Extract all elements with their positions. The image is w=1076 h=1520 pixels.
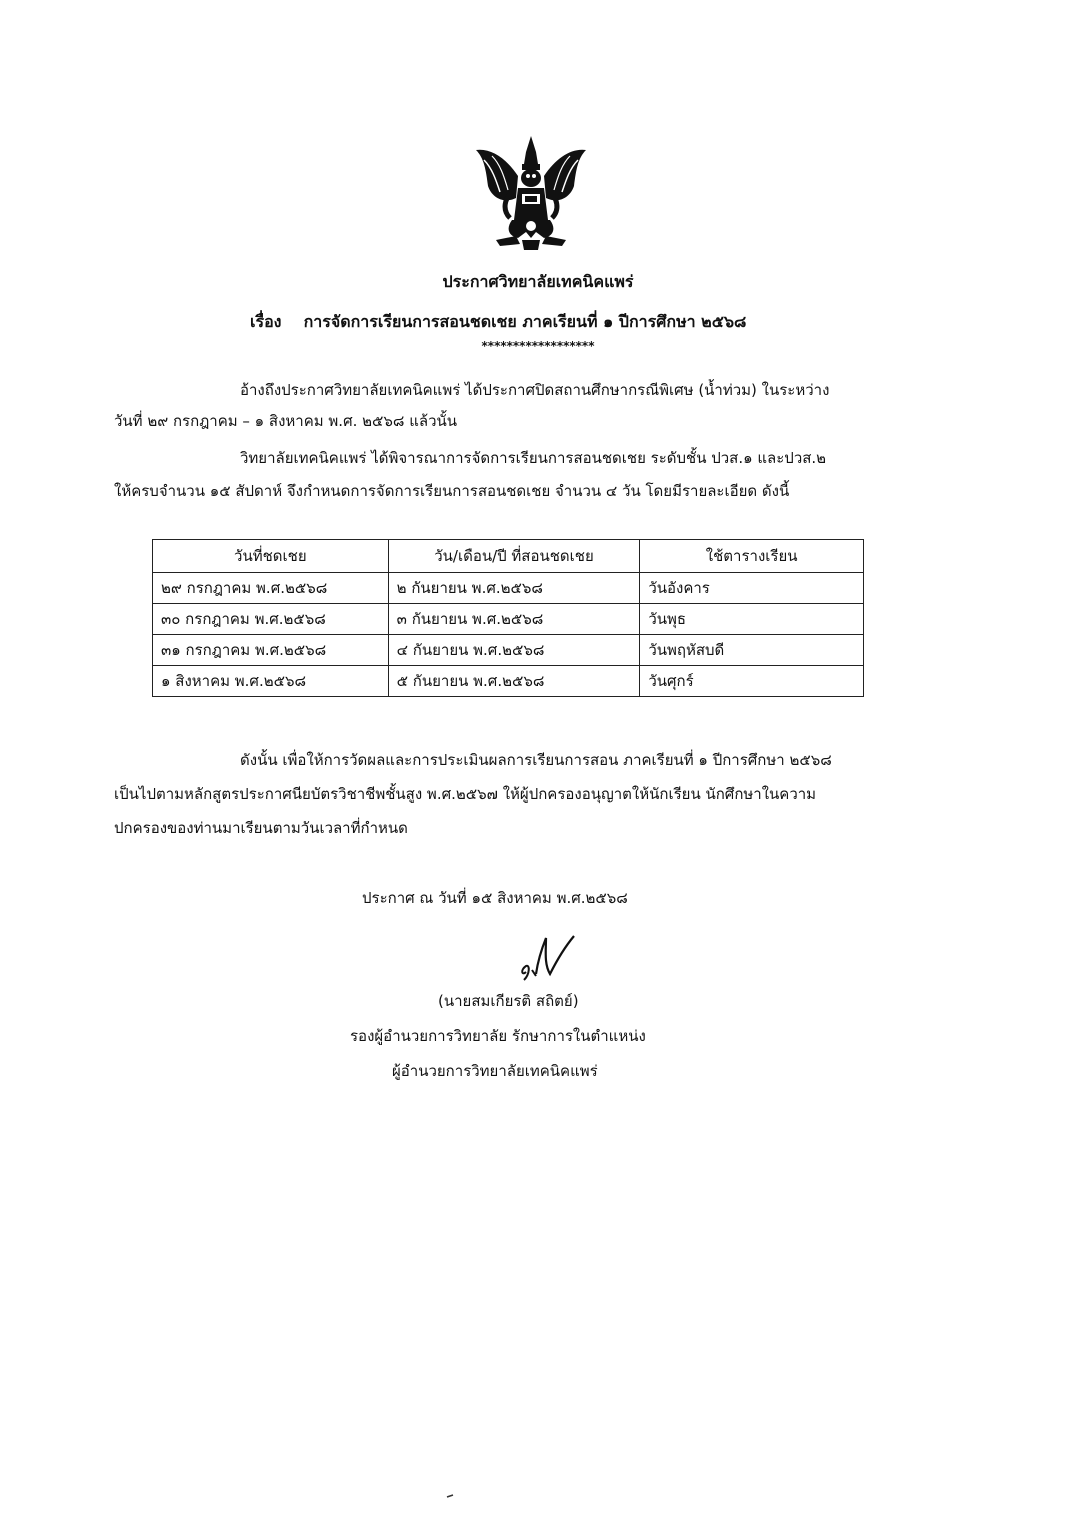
table-cell: ๒ กันยายน พ.ศ.๒๕๖๘ xyxy=(388,573,640,604)
table-cell: ๓๑ กรกฎาคม พ.ศ.๒๕๖๘ xyxy=(153,635,389,666)
table-header: ใช้ตารางเรียน xyxy=(640,540,864,573)
table-cell: วันพุธ xyxy=(640,604,864,635)
paragraph-3-line-3: ปกครองของท่านมาเรียนตามวันเวลาที่กำหนด xyxy=(114,819,408,837)
table-cell: ๕ กันยายน พ.ศ.๒๕๖๘ xyxy=(388,666,640,697)
table-header: วันที่ชดเชย xyxy=(153,540,389,573)
table-cell: ๔ กันยายน พ.ศ.๒๕๖๘ xyxy=(388,635,640,666)
paragraph-1-line-2: วันที่ ๒๙ กรกฎาคม – ๑ สิงหาคม พ.ศ. ๒๕๖๘ แล้วนั้น xyxy=(114,412,458,430)
document-title: ประกาศวิทยาลัยเทคนิคแพร่ xyxy=(442,272,634,291)
table-row xyxy=(153,604,864,635)
separator: ****************** xyxy=(481,339,595,353)
table-cell: ๑ สิงหาคม พ.ศ.๒๕๖๘ xyxy=(153,666,389,697)
table-header: วัน/เดือน/ปี ที่สอนชดเชย xyxy=(388,540,640,573)
signer-position-1: รองผู้อำนวยการวิทยาลัย รักษาการในตำแหน่ง xyxy=(350,1027,646,1045)
scan-speck-icon xyxy=(446,1494,454,1498)
signer-name: (นายสมเกียรติ สถิตย์) xyxy=(438,992,579,1010)
paragraph-3-line-2: เป็นไปตามหลักสูตรประกาศนียบัตรวิชาชีพชั้นสูง พ.ศ.๒๕๖๗ ให้ผู้ปกครองอนุญาตให้นักเรียน นักศึกษาในความ xyxy=(114,785,817,803)
table-cell: วันศุกร์ xyxy=(640,666,864,697)
paragraph-3-line-1: ดังนั้น เพื่อให้การวัดผลและการประเมินผลการเรียนการสอน ภาคเรียนที่ ๑ ปีการศึกษา ๒๕๖๘ xyxy=(240,751,832,769)
table-cell: วันพฤหัสบดี xyxy=(640,635,864,666)
table-cell: ๓ กันยายน พ.ศ.๒๕๖๘ xyxy=(388,604,640,635)
garuda-emblem-icon xyxy=(466,128,596,258)
document-subject xyxy=(250,310,746,335)
announce-date: ประกาศ ณ วันที่ ๑๕ สิงหาคม พ.ศ.๒๕๖๘ xyxy=(362,889,628,907)
table-row xyxy=(153,635,864,666)
handwritten-signature-icon xyxy=(512,930,582,985)
paragraph-2-line-1: วิทยาลัยเทคนิคแพร่ ได้พิจารณาการจัดการเรียนการสอนชดเชย ระดับชั้น ปวส.๑ และปวส.๒ xyxy=(240,449,827,467)
table-cell: ๓๐ กรกฎาคม พ.ศ.๒๕๖๘ xyxy=(153,604,389,635)
paragraph-2-line-2: ให้ครบจำนวน ๑๕ สัปดาห์ จึงกำหนดการจัดการเรียนการสอนชดเชย จำนวน ๔ วัน โดยมีรายละเอียด ดังนี้ xyxy=(114,482,790,500)
table-row xyxy=(153,573,864,604)
subject-label: เรื่อง xyxy=(250,312,282,331)
table-row xyxy=(153,666,864,697)
table-cell: ๒๙ กรกฎาคม พ.ศ.๒๕๖๘ xyxy=(153,573,389,604)
table-cell: วันอังคาร xyxy=(640,573,864,604)
schedule-table xyxy=(152,539,864,697)
table-header-row xyxy=(153,540,864,573)
paragraph-1-line-1: อ้างถึงประกาศวิทยาลัยเทคนิคแพร่ ได้ประกาศปิดสถานศึกษากรณีพิเศษ (น้ำท่วม) ในระหว่าง xyxy=(240,381,830,399)
subject-text: การจัดการเรียนการสอนชดเชย ภาคเรียนที่ ๑ ปีการศึกษา ๒๕๖๘ xyxy=(303,312,747,331)
signer-position-2: ผู้อำนวยการวิทยาลัยเทคนิคแพร่ xyxy=(392,1062,598,1080)
